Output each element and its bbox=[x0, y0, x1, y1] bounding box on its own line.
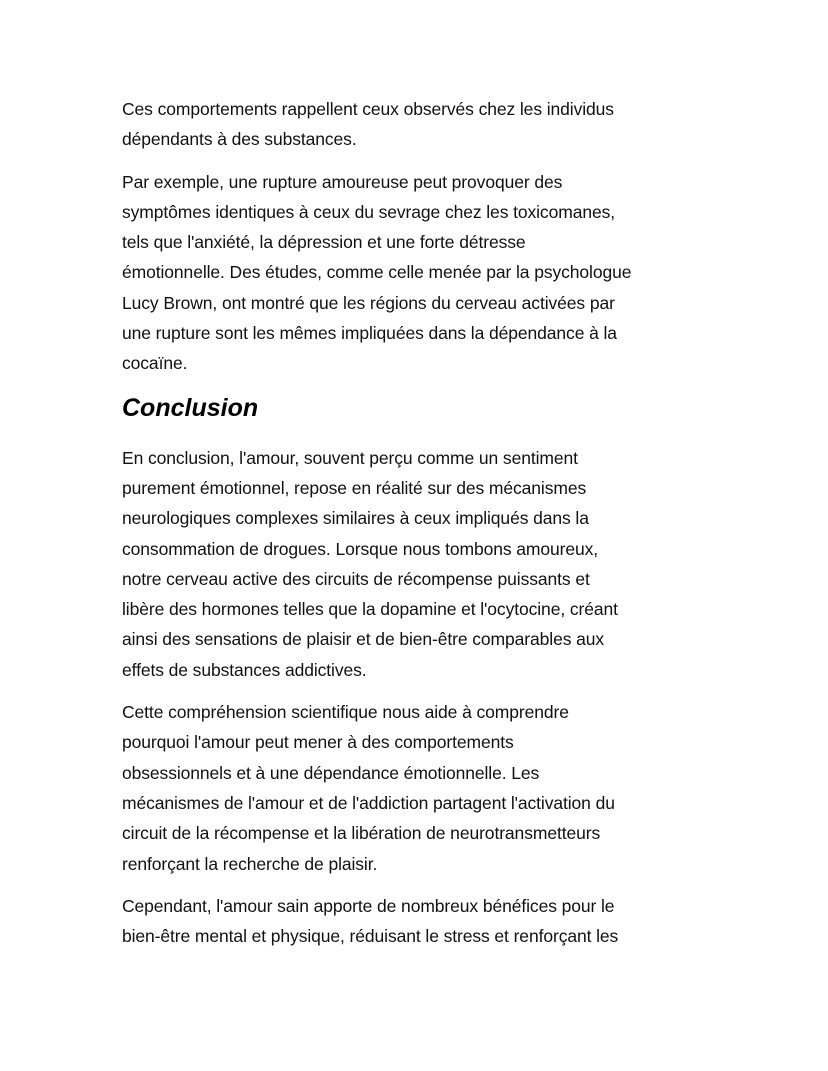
text-line: consommation de drogues. Lorsque nous tombons amoureux, bbox=[122, 538, 599, 559]
text-line: Cependant, l'amour sain apporte de nombreux bénéfices pour le bbox=[122, 895, 615, 916]
text-line: En conclusion, l'amour, souvent perçu comme un sentiment bbox=[122, 447, 578, 468]
text-line: Lucy Brown, ont montré que les régions du cerveau activées par bbox=[122, 292, 615, 313]
text-line: ainsi des sensations de plaisir et de bien-être comparables aux bbox=[122, 629, 605, 650]
text-line: Cette compréhension scientifique nous aide à comprendre bbox=[122, 702, 569, 723]
text-line: mécanismes de l'amour et de l'addiction partagent l'activation du bbox=[122, 792, 615, 813]
text-line: Ces comportements rappellent ceux observés chez les individus bbox=[122, 99, 614, 119]
text-line: notre cerveau active des circuits de récompense puissants et bbox=[122, 568, 590, 589]
paragraph-dependance bbox=[122, 94, 722, 155]
document-body bbox=[122, 94, 722, 963]
text-line: neurologiques complexes similaires à ceux impliqués dans la bbox=[122, 508, 589, 529]
paragraph-conclusion bbox=[122, 443, 722, 685]
text-line: effets de substances addictives. bbox=[122, 659, 367, 680]
paragraph-benefices bbox=[122, 891, 722, 952]
text-line: obsessionnels et à une dépendance émotionnelle. Les bbox=[122, 762, 540, 783]
text-line: dépendants à des substances. bbox=[122, 129, 357, 150]
text-line: tels que l'anxiété, la dépression et une forte détresse bbox=[122, 232, 526, 253]
text-line: bien-être mental et physique, réduisant le stress et renforçant les bbox=[122, 926, 619, 947]
text-line: renforçant la recherche de plaisir. bbox=[122, 853, 378, 874]
paragraph-rupture bbox=[122, 167, 722, 379]
text-line: une rupture sont les mêmes impliquées dans la dépendance à la bbox=[122, 323, 617, 344]
section-heading-conclusion: Conclusion bbox=[122, 393, 259, 422]
text-line: pourquoi l'amour peut mener à des comportements bbox=[122, 732, 514, 753]
text-line: Par exemple, une rupture amoureuse peut provoquer des bbox=[122, 171, 563, 192]
text-line: cocaïne. bbox=[122, 353, 188, 374]
text-line: symptômes identiques à ceux du sevrage chez les toxicomanes, bbox=[122, 201, 616, 222]
text-line: purement émotionnel, repose en réalité sur des mécanismes bbox=[122, 477, 587, 498]
text-line: circuit de la récompense et la libération de neurotransmetteurs bbox=[122, 823, 601, 844]
text-line: émotionnelle. Des études, comme celle menée par la psychologue bbox=[122, 262, 632, 283]
paragraph-comprehension bbox=[122, 697, 722, 879]
text-line: libère des hormones telles que la dopamine et l'ocytocine, créant bbox=[122, 599, 618, 620]
